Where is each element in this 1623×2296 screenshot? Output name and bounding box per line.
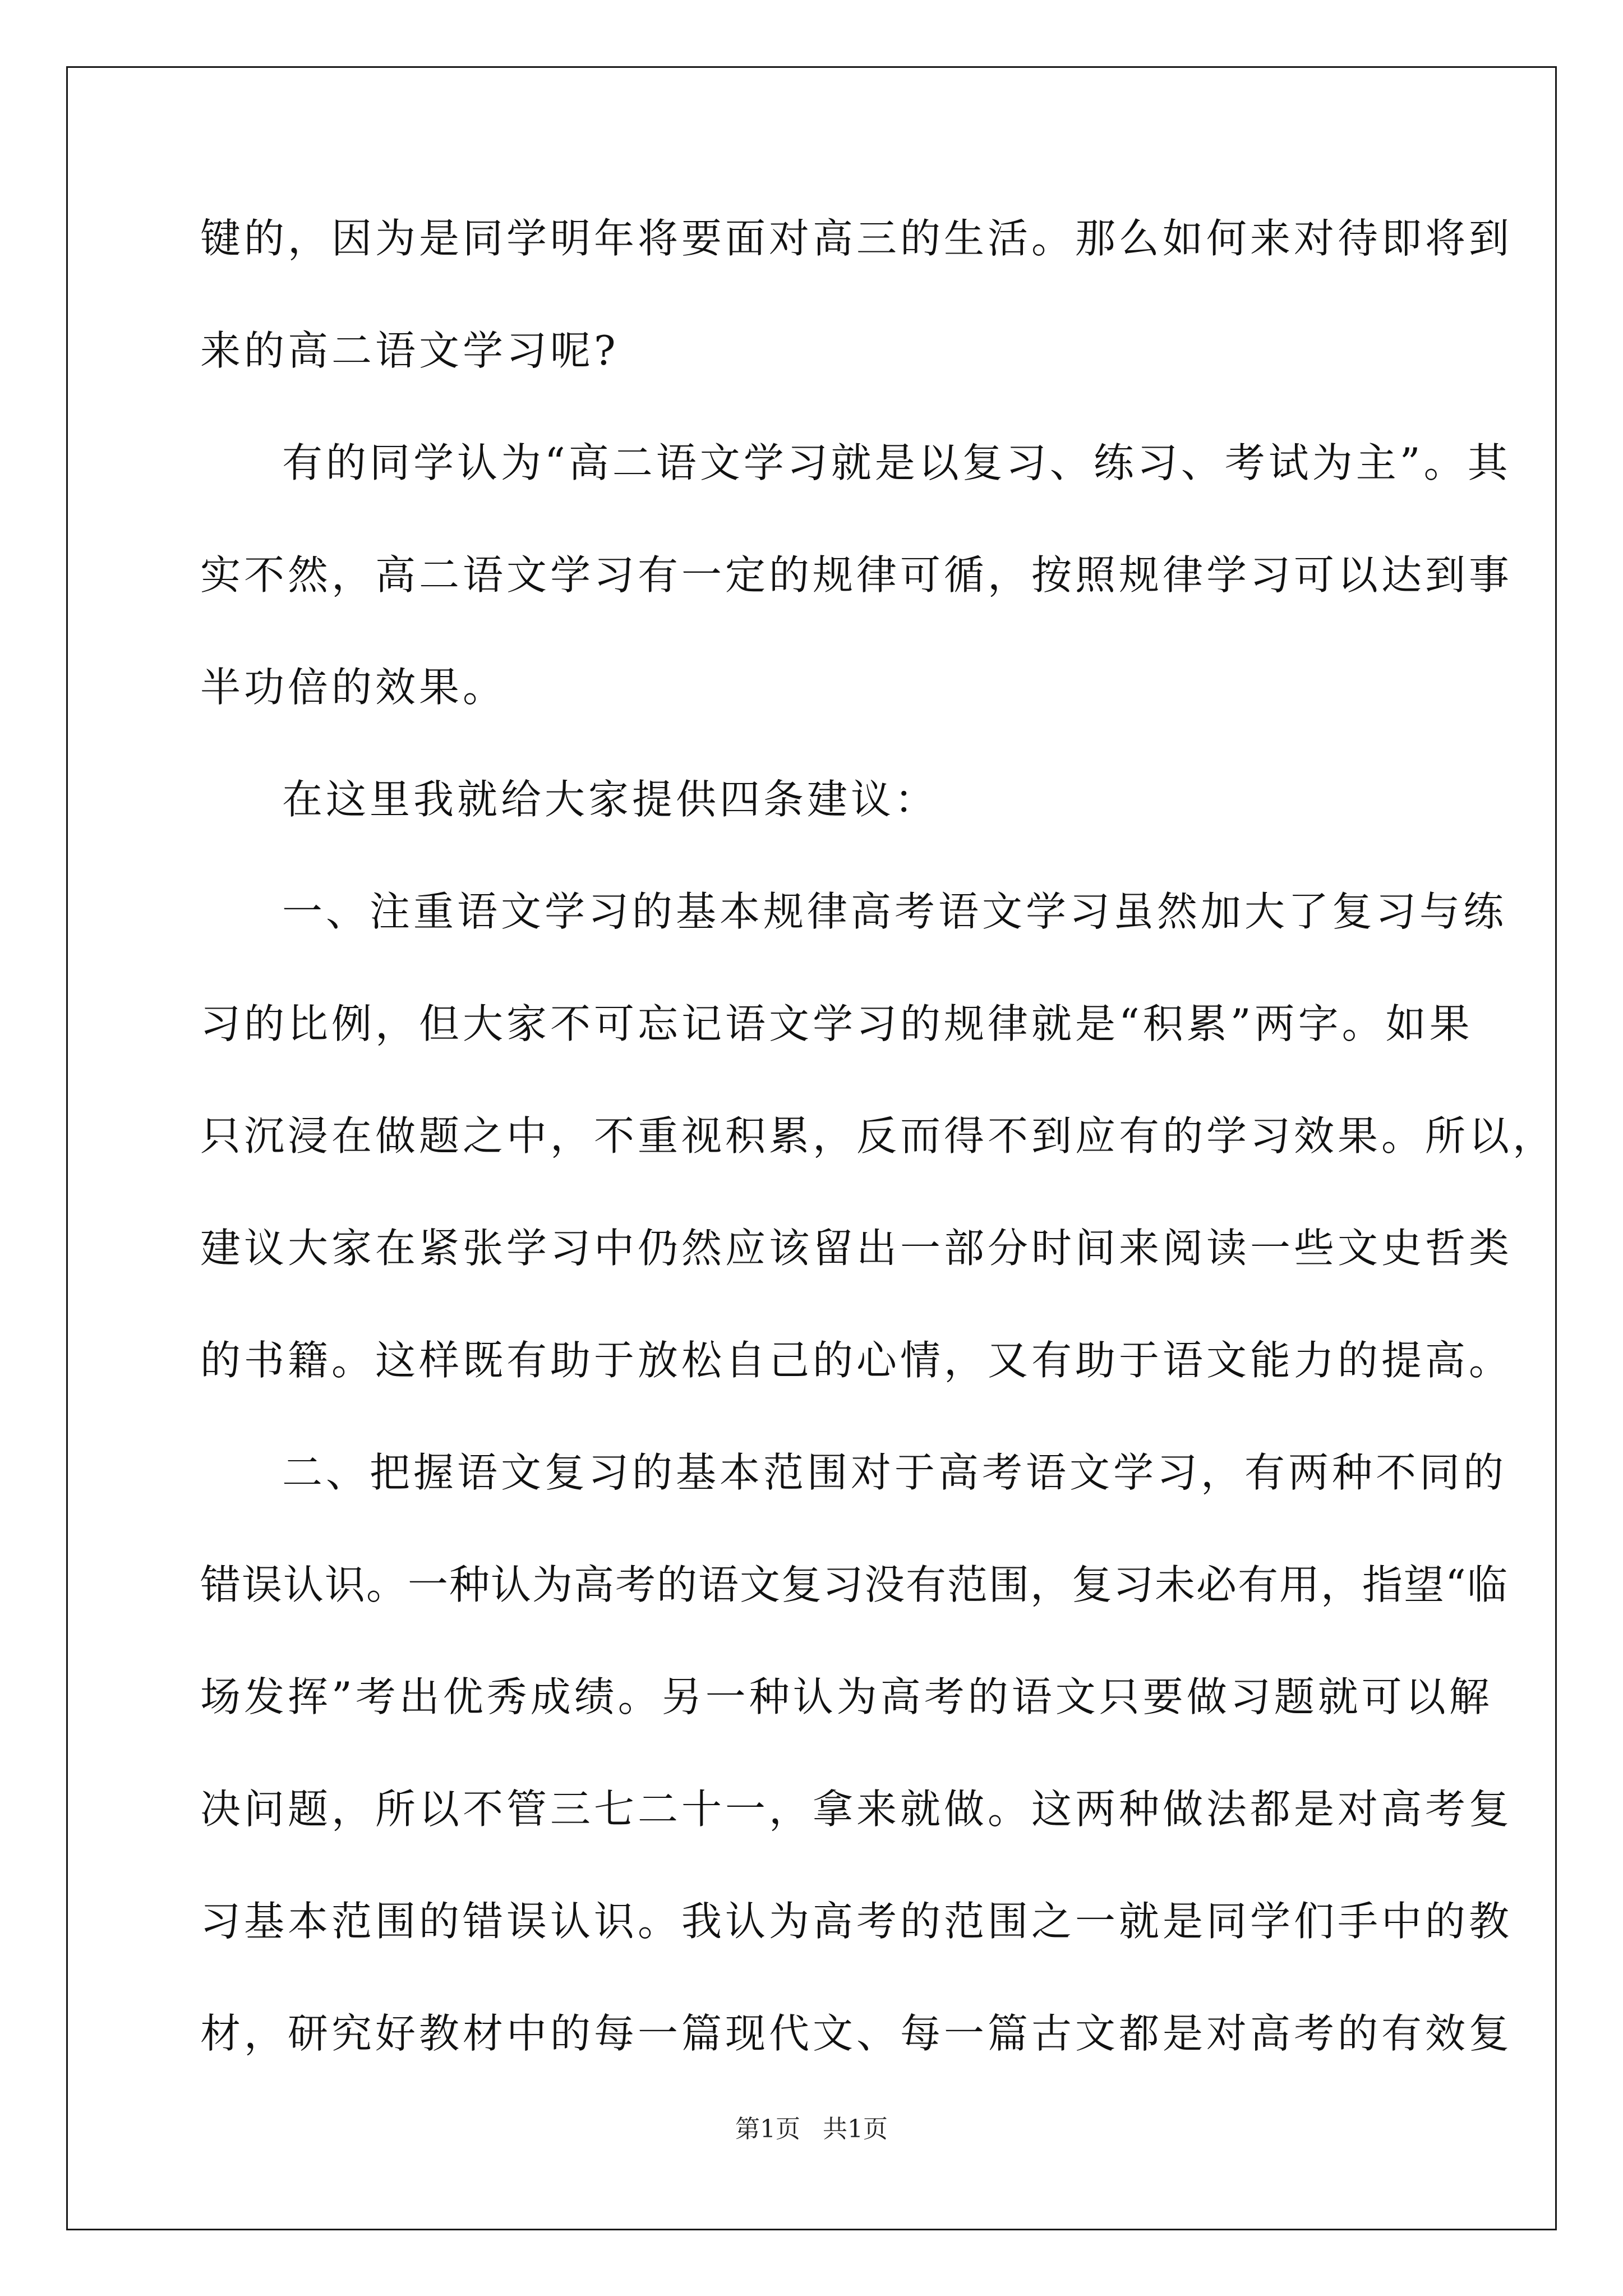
text-line: 材，研究好教材中的每一篇现代文、每一篇古文都是对高考的有效复 <box>200 2010 1513 2057</box>
text-line: 错误认识。一种认为高考的语文复习没有范围，复习未必有用，指望“临 <box>200 1561 1509 1608</box>
text-line: 来的高二语文学习呢? <box>200 327 619 374</box>
paragraph-start-line: 二、把握语文复习的基本范围对于高考语文学习，有两种不同的 <box>282 1449 1507 1496</box>
text-line: 决问题，所以不管三七二十一，拿来就做。这两种做法都是对高考复 <box>200 1786 1513 1833</box>
text-line: 习的比例，但大家不可忘记语文学习的规律就是“积累”两字。如果 <box>200 1000 1473 1047</box>
text-line: 半功倍的效果。 <box>200 664 507 711</box>
page-number-total: 共1页 <box>823 2115 888 2143</box>
paragraph-start-line: 在这里我就给大家提供四条建议： <box>282 776 939 823</box>
text-line: 建议大家在紧张学习中仍然应该留出一部分时间来阅读一些文史哲类 <box>200 1225 1513 1272</box>
text-line: 的书籍。这样既有助于放松自己的心情，又有助于语文能力的提高。 <box>200 1337 1513 1384</box>
text-line: 只沉浸在做题之中，不重视积累，反而得不到应有的学习效果。所以， <box>200 1112 1557 1159</box>
text-line: 场发挥”考出优秀成绩。另一种认为高考的语文只要做习题就可以解 <box>200 1673 1493 1720</box>
paragraph-start-line: 有的同学认为“高二语文学习就是以复习、练习、考试为主”。其 <box>282 439 1511 486</box>
text-line: 习基本范围的错误认识。我认为高考的范围之一就是同学们手中的教 <box>200 1898 1513 1945</box>
text-line: 实不然，高二语文学习有一定的规律可循，按照规律学习可以达到事 <box>200 551 1513 599</box>
text-line: 键的，因为是同学明年将要面对高三的生活。那么如何来对待即将到 <box>200 215 1513 262</box>
paragraph-start-line: 一、注重语文学习的基本规律高考语文学习虽然加大了复习与练 <box>282 888 1507 935</box>
page-footer <box>0 2113 1623 2146</box>
page-number-current: 第1页 <box>735 2115 800 2143</box>
